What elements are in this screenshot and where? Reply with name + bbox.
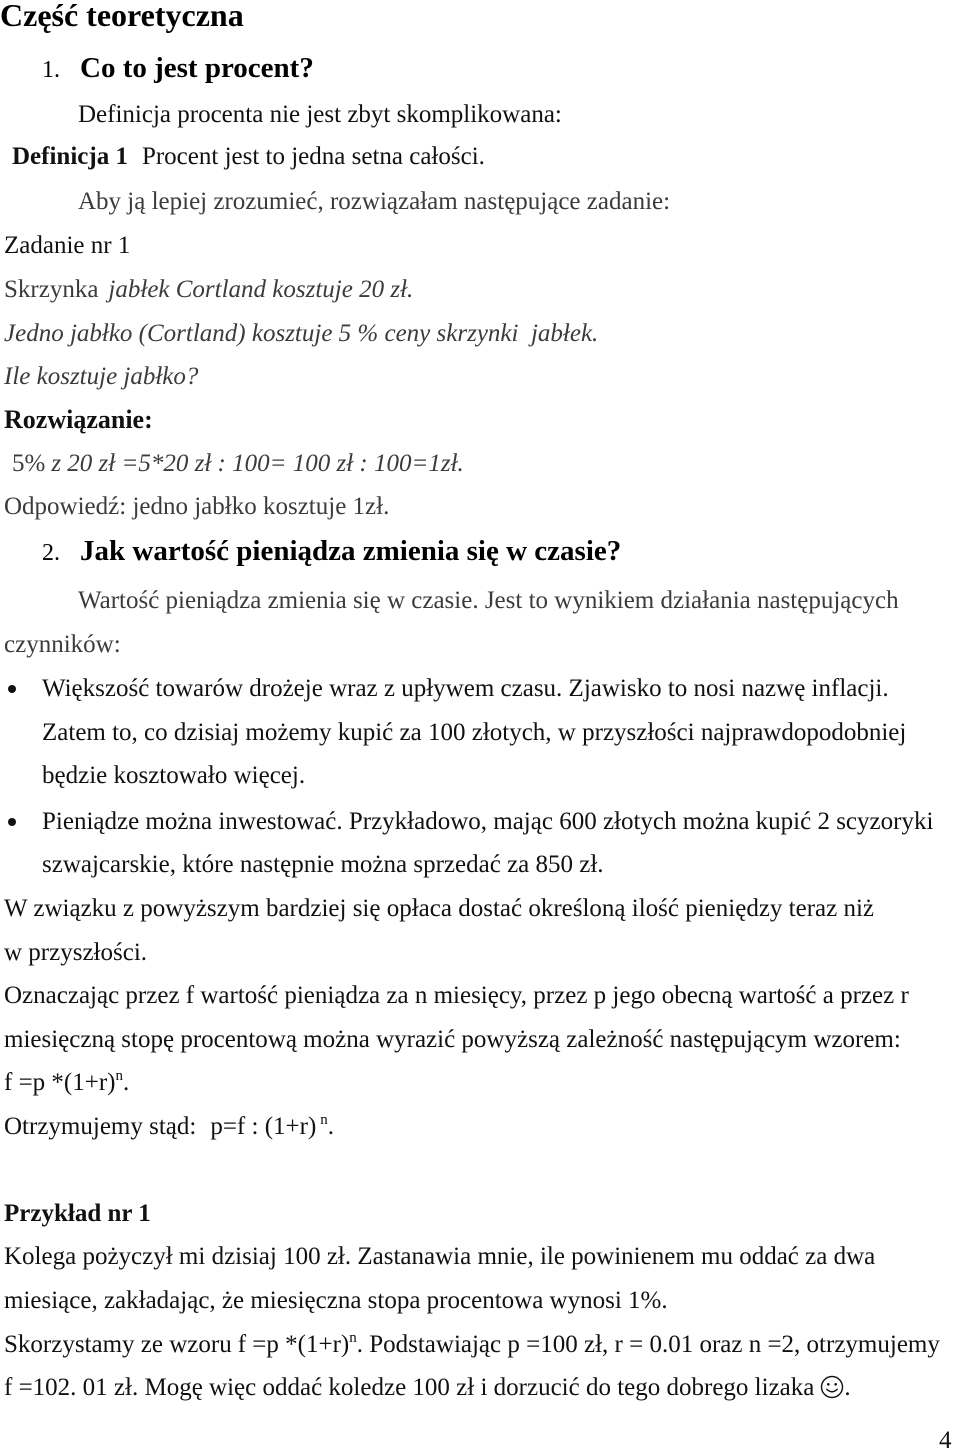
- bullet-line: Pieniądze można inwestować. Przykładowo, mając 600 złotych można kupić 2 scyzoryki: [42, 808, 934, 835]
- variables-line: Oznaczając przez f wartość pieniądza za n miesięcy, przez p jego obecną wartość a przez r: [4, 982, 909, 1009]
- smiley-icon: [820, 1375, 844, 1399]
- definition-text: Procent jest to jedna setna całości.: [141, 143, 485, 170]
- bullet-line: Większość towarów drożeje wraz z upływem czasu. Zjawisko to nosi nazwę inflacji.: [42, 675, 889, 702]
- definition: [12, 142, 485, 172]
- formula-base: f =p *(1+r): [237, 1331, 350, 1358]
- section-2-heading: [42, 534, 621, 570]
- conclusion-line: w przyszłości.: [4, 939, 148, 966]
- formula-end: .: [123, 1069, 130, 1096]
- example-last-end: .: [844, 1374, 851, 1401]
- task-line-2: Jedno jabłko (Cortland) kosztuje 5 % ceny skrzynki jabłek.: [4, 320, 599, 347]
- example-title: Przykład nr 1: [4, 1200, 151, 1227]
- task-line-1-start: Skrzynka: [4, 276, 99, 303]
- section-1-heading: [42, 51, 314, 87]
- page-heading: Część teoretyczna: [0, 0, 244, 33]
- formula-exponent: n: [115, 1068, 123, 1084]
- paragraph-line: czynników:: [4, 631, 121, 658]
- task-question: Ile kosztuje jabłko?: [4, 363, 199, 390]
- bullet-icon: [8, 818, 16, 826]
- example-last-line: [4, 1373, 851, 1403]
- task-title: Zadanie nr 1: [4, 232, 131, 259]
- formula-base: f =p *(1+r): [4, 1069, 116, 1096]
- definition-label: Definicja 1: [12, 143, 128, 170]
- example-line: Kolega pożyczył mi dzisiaj 100 zł. Zastanawia mnie, ile powinienem mu oddać za dwa: [4, 1243, 876, 1270]
- conclusion-line: W związku z powyższym bardziej się opłaca dostać określoną ilość pieniędzy teraz niż: [4, 895, 875, 922]
- section-number: 2.: [42, 540, 60, 566]
- bullet-line: będzie kosztowało więcej.: [42, 762, 306, 789]
- formula-1: [4, 1068, 129, 1098]
- variables-line: miesięczną stopę procentową można wyrazić powyższą zależność następującym wzorem:: [4, 1026, 901, 1053]
- formula-end: .: [327, 1113, 335, 1140]
- page-number: 4: [939, 1427, 952, 1454]
- task-line-1-rest: jabłek Cortland kosztuje 20 zł.: [108, 276, 414, 303]
- bullet-line: Zatem to, co dzisiaj możemy kupić za 100 złotych, w przyszłości najprawdopodobniej: [42, 719, 907, 746]
- bullet-line: szwajcarskie, które następnie można sprzedać za 850 zł.: [42, 851, 604, 878]
- formula-rest: . Podstawiając p =100 zł, r = 0.01 oraz n =2, otrzymujemy: [356, 1331, 940, 1358]
- definition-intro: Definicja procenta nie jest zbyt skomplikowana:: [78, 101, 562, 128]
- solution-label: Rozwiązanie:: [4, 405, 153, 434]
- solution-rest: z 20 zł =5*20 zł : 100= 100 zł : 100=1zł.: [51, 450, 464, 477]
- formula-lead: Skorzystamy ze wzoru: [4, 1331, 232, 1358]
- example-line: miesiące, zakładając, że miesięczna stopa procentowa wynosi 1%.: [4, 1287, 668, 1314]
- task-line-1: [4, 275, 413, 305]
- bullet-icon: [8, 685, 16, 693]
- section-title: Co to jest procent?: [80, 52, 314, 84]
- solution-start: 5%: [12, 450, 46, 477]
- section-number: 1.: [42, 57, 60, 83]
- formula-lead: Otrzymujemy stąd:: [4, 1113, 197, 1140]
- formula-exponent: n: [320, 1112, 328, 1128]
- paragraph-line: Wartość pieniądza zmienia się w czasie. Jest to wynikiem działania następujących: [78, 587, 899, 614]
- section-title: Jak wartość pieniądza zmienia się w czasie?: [80, 535, 622, 567]
- example-last-text: f =102. 01 zł. Mogę więc oddać koledze 100 zł i dorzucić do tego dobrego lizaka: [4, 1374, 815, 1401]
- answer: Odpowiedź: jedno jabłko kosztuje 1zł.: [4, 493, 390, 520]
- formula-exponent: n: [349, 1330, 357, 1346]
- formula-2: [4, 1112, 334, 1142]
- task-intro: Aby ją lepiej zrozumieć, rozwiązałam następujące zadanie:: [78, 188, 671, 215]
- example-formula-line: [4, 1330, 940, 1360]
- formula-base: p=f : (1+r): [210, 1113, 317, 1140]
- solution: [12, 449, 464, 479]
